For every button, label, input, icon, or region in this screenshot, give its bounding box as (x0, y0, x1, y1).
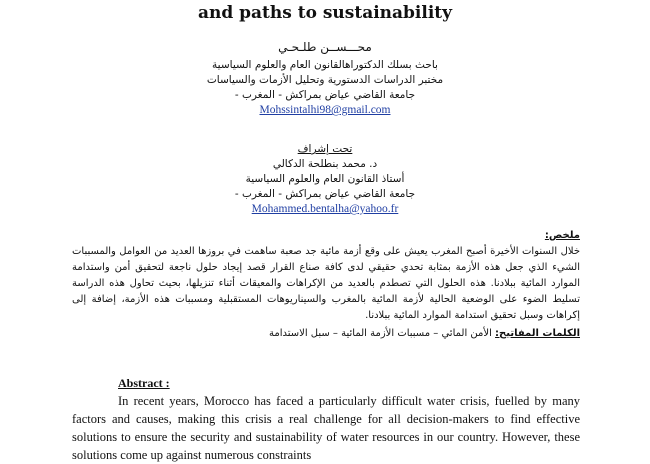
keywords-text: الأمن المائي – مسببات الأزمة المائية – سبل الاستدامة (268, 328, 492, 339)
arabic-abstract-label: ملخص: (544, 230, 580, 241)
arabic-abstract-text: خلال السنوات الأخيرة أصبح المغرب يعيش على وقع أزمة مائية جد صعبة ساهمت في بروزها العديد من العوامل والمسببات الشيء الذي جعل هذه الأزمة بمثابة تحدي حقيقي لدى كافة صناع القرار قصد إيجاد حلول ناجعة لتحقيق أمن واستدامة الموارد المائية ببلادنا. هذه الحلول التي تصطدم بالعديد من الإكراهات والمعيقات أثناء تنزيلها، بحيث تحاول هذه الدراسة تسليط الضوء على الوضعية الحالية لأزمة المائية بالمغرب والسيناريوهات المستقبلية ومسببات هذه الأزمة، إضافة إلى إكراهات وسبل تحقيق استدامة الموارد المائية ببلادنا. (72, 246, 580, 321)
author-email-link[interactable]: Mohssintalhi98@gmail.com (259, 104, 391, 116)
author-affiliation (170, 58, 480, 118)
supervisor-info (170, 157, 480, 217)
supervisor-affiliation-line: جامعة القاضي عياض بمراكش - المغرب - (234, 188, 416, 200)
supervision-label: تحت إشراف (297, 143, 353, 155)
author-affiliation-line: باحث بسلك الدكتوراهالقانون العام والعلوم السياسية (212, 59, 438, 71)
supervisor-email-link[interactable]: Mohammed.bentalha@yahoo.fr (251, 203, 399, 215)
supervisor-affiliation-line: أستاذ القانون العام والعلوم السياسية (245, 173, 405, 185)
arabic-abstract (72, 228, 580, 342)
keywords-line (72, 326, 580, 342)
supervisor-name: د. محمد بنطلحة الدكالي (272, 158, 378, 170)
author-affiliation-line: مختبر الدراسات الدستورية وتحليل الأزمات والسياسات (206, 74, 444, 86)
paper-title: and paths to sustainability (197, 3, 453, 23)
author-name: محـــســن طلـحـي (278, 40, 372, 54)
keywords-label: الكلمات المفاتيح: (495, 328, 580, 339)
english-abstract-text: In recent years, Morocco has faced a particularly difficult water crisis, fuelled by many factors and causes, making this crisis a real challenge for all decision-makers to find effective solutions to ensure the security and sustainability of water resources in our country. However, these solutions come up against numerous constraints (72, 394, 580, 462)
english-abstract-label: Abstract : (118, 376, 170, 390)
author-affiliation-line: جامعة القاضي عياض بمراكش - المغرب - (234, 89, 416, 101)
